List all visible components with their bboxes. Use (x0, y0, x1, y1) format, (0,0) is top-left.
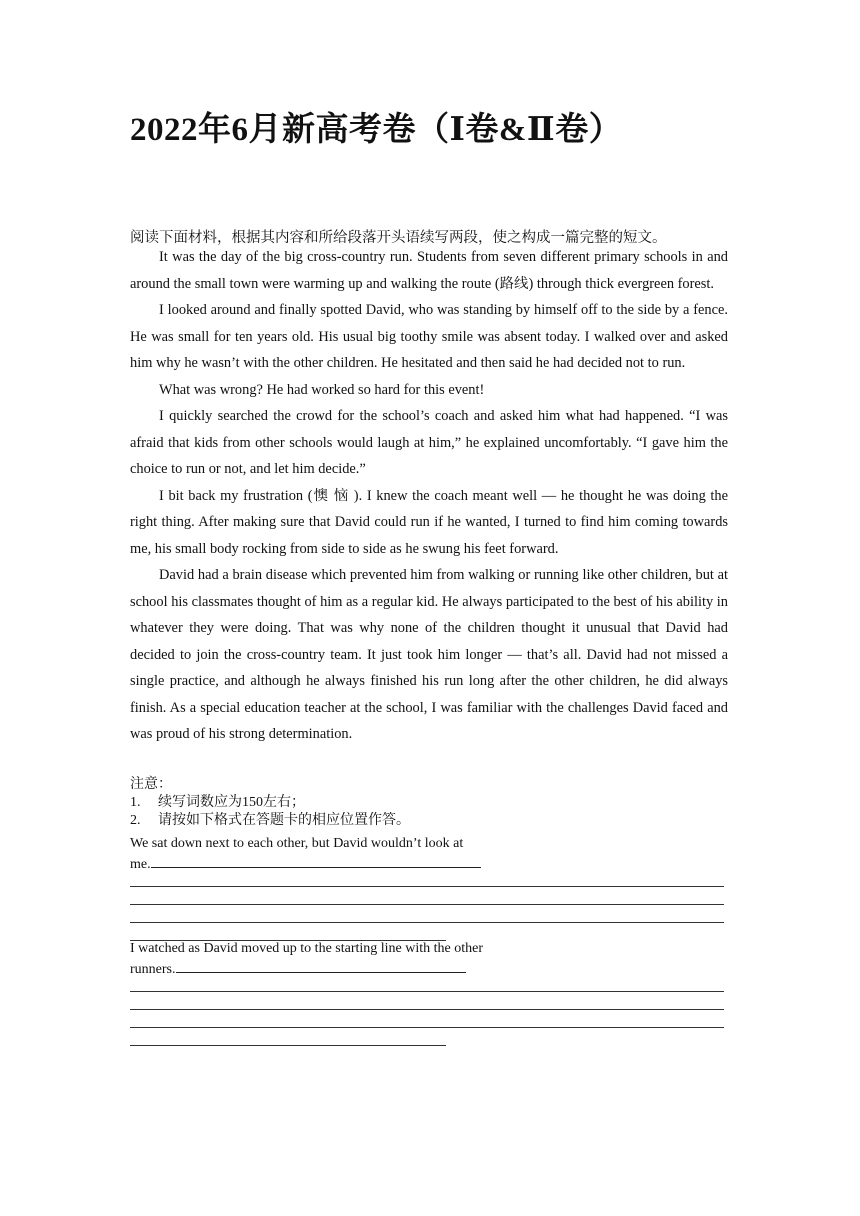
answer-line[interactable] (130, 886, 724, 887)
answer-line[interactable] (130, 991, 724, 992)
task-instruction: 阅读下面材料，根据其内容和所给段落开头语续写两段，使之构成一篇完整的短文。 (130, 230, 667, 246)
prompt-line: I watched as David moved up to the starting line with the other (130, 941, 484, 956)
notes-section (130, 776, 410, 830)
passage-paragraph: I bit back my frustration (懊 恼 ). I knew the coach meant well — he thought he was doing the right thing. After making sure that David could run if he wanted, I turned to find him coming towards me, his small body rocking from side to side as he swung his feet forward. (130, 487, 728, 557)
passage-paragraph: What was wrong? He had worked so hard for this event! (159, 381, 485, 398)
passage-paragraph: I looked around and finally spotted David, who was standing by himself off to the side by a fence. He was small for ten years old. His usual big toothy smile was absent today. I walked over and asked him why he wasn’t with the other children. He hesitated and then said he had decided not to run. (130, 302, 728, 371)
prompt-line: We sat down next to each other, but David wouldn’t look at (130, 836, 464, 851)
note-text: 续写词数应为150左右； (158, 795, 305, 810)
passage-paragraph: It was the day of the big cross-country run. Students from seven different primary schools in and around the small town were warming up and walking the route (路线) through thick evergreen forest. (130, 249, 728, 292)
answer-line[interactable] (130, 1009, 724, 1010)
prompt-line-end: me. (130, 857, 151, 872)
note-item (130, 812, 410, 830)
prompt-line (130, 853, 530, 874)
passage-paragraph: I quickly searched the crowd for the school’s coach and asked him what had happened. “I was afraid that kids from other schools would laugh at him,” he explained uncomfortably. “I gave him the choice to run or not, and let him decide.” (130, 408, 728, 477)
reading-passage (130, 244, 728, 748)
note-number: 2. (130, 813, 141, 828)
note-number: 1. (130, 795, 141, 810)
answer-blank[interactable] (151, 853, 481, 868)
prompt-line-end: runners. (130, 962, 176, 977)
note-item (130, 794, 410, 812)
answer-line[interactable] (130, 922, 724, 923)
notes-heading: 注意： (130, 777, 172, 792)
answer-line[interactable] (130, 904, 724, 905)
continuation-prompt-1 (130, 835, 530, 874)
passage-paragraph: David had a brain disease which prevented him from walking or running like other children, but at school his classmates thought of him as a regular kid. He always participated to the best of his ability in whatever they were doing. That was why none of the children thought it unusual that David had decided to join the cross-country team. It just took him longer — that’s all. David had not missed a single practice, and although he always finished his run long after the other children, he did always finish. As a special education teacher at the school, I was familiar with the challenges David faced and was proud of his strong determination. (130, 567, 728, 742)
page-title: 2022年6月新高考卷（Ⅰ卷&Ⅱ卷） (130, 112, 623, 148)
note-text: 请按如下格式在答题卡的相应位置作答。 (158, 813, 410, 828)
prompt-line (130, 958, 530, 979)
continuation-prompt-2 (130, 940, 530, 979)
answer-line[interactable] (130, 1027, 724, 1028)
answer-blank[interactable] (176, 958, 466, 973)
answer-line[interactable] (130, 1045, 446, 1046)
